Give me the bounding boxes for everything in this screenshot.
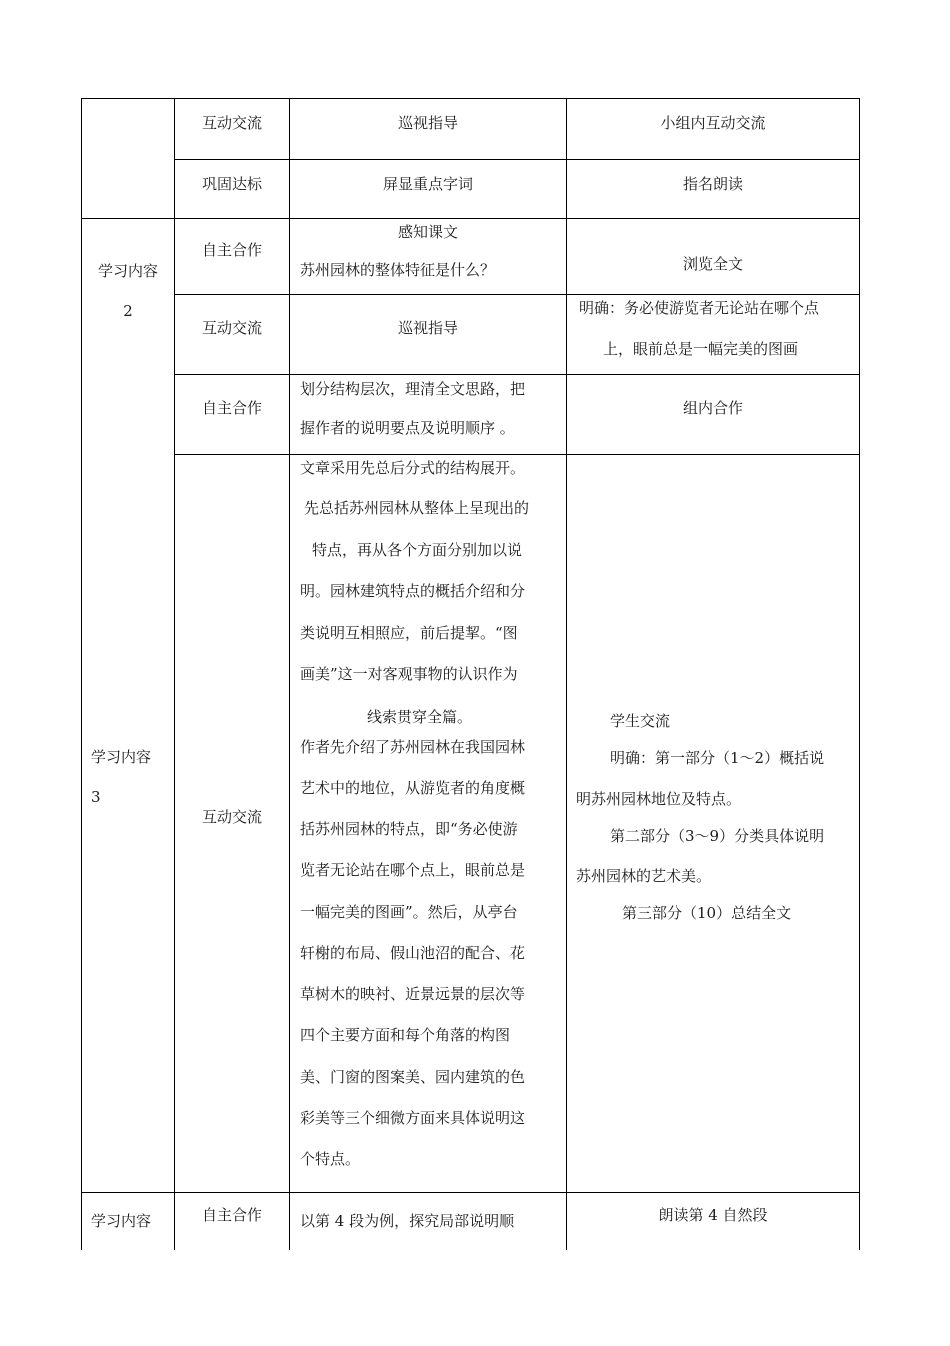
- activity-cell: 巩固达标: [201, 175, 262, 193]
- text-line: 个特点。: [300, 1150, 361, 1168]
- student-cell-line: 明确：务必使游览者无论站在哪个点: [579, 299, 820, 317]
- row-divider: [81, 1192, 860, 1193]
- text-line: 轩榭的布局、假山池沼的配合、花: [300, 944, 526, 962]
- column-divider: [174, 98, 175, 1250]
- text-line: 第二部分（3～9）分类具体说明: [610, 827, 825, 845]
- row-divider: [174, 159, 860, 160]
- text-line: 览者无论站在哪个点上，眼前总是: [300, 861, 526, 879]
- teacher-cell: 巡视指导: [397, 114, 458, 132]
- text-line: 苏州园林的艺术美。: [576, 867, 712, 885]
- activity-cell: 自主合作: [201, 241, 262, 259]
- text-line: 线索贯穿全篇。: [367, 708, 473, 726]
- text-line: 文章采用先总后分式的结构展开。: [300, 459, 526, 477]
- table-border-top: [81, 98, 860, 99]
- student-cell: 浏览全文: [682, 255, 743, 273]
- teacher-cell-line: 划分结构层次，理清全文思路，把: [300, 380, 526, 398]
- text-line: 四个主要方面和每个角落的构图: [300, 1026, 511, 1044]
- text-line: 明苏州园林地位及特点。: [576, 790, 742, 808]
- section-label: 学习内容: [97, 262, 158, 280]
- teacher-cell-line: 感知课文: [397, 223, 458, 241]
- student-cell: 小组内互动交流: [660, 114, 766, 132]
- row-divider: [174, 294, 860, 295]
- row-divider: [81, 218, 860, 219]
- section-label: 学习内容: [91, 1212, 152, 1230]
- section-number: 2: [123, 302, 133, 320]
- teacher-cell: 屏显重点字词: [382, 175, 473, 193]
- student-cell: 指名朗读: [682, 175, 743, 193]
- text-line: 学生交流: [610, 712, 671, 730]
- text-line: 第三部分（10）总结全文: [622, 904, 792, 922]
- text-line: 类说明互相照应，前后提挈。“图: [300, 624, 518, 642]
- student-cell: 组内合作: [682, 399, 743, 417]
- table-border-right: [859, 98, 860, 1250]
- activity-cell: 互动交流: [201, 319, 262, 337]
- student-cell: 朗读第 4 自然段: [658, 1206, 768, 1224]
- text-line: 明确：第一部分（1～2）概括说: [610, 749, 825, 767]
- activity-cell: 互动交流: [201, 808, 262, 826]
- activity-cell: 自主合作: [201, 1206, 262, 1224]
- text-line: 括苏州园林的特点，即“务必使游: [300, 820, 518, 838]
- section-label: 学习内容: [91, 748, 152, 766]
- text-line: 特点，再从各个方面分别加以说: [312, 541, 523, 559]
- section-number: 3: [91, 788, 101, 806]
- text-line: 一幅完美的图画”。然后，从亭台: [300, 903, 518, 921]
- text-line: 作者先介绍了苏州园林在我国园林: [300, 738, 526, 756]
- row-divider: [174, 374, 860, 375]
- text-line: 彩美等三个细微方面来具体说明这: [300, 1109, 526, 1127]
- text-line: 草树木的映衬、近景远景的层次等: [300, 985, 526, 1003]
- activity-cell: 自主合作: [201, 399, 262, 417]
- teacher-cell: 以第 4 段为例，探究局部说明顺: [300, 1212, 515, 1230]
- text-line: 画美”这一对客观事物的认识作为: [300, 665, 518, 683]
- student-cell-line: 上，眼前总是一幅完美的图画: [603, 340, 799, 358]
- text-line: 美、门窗的图案美、园内建筑的色: [300, 1068, 526, 1086]
- activity-cell: 互动交流: [201, 114, 262, 132]
- teacher-cell: 巡视指导: [397, 319, 458, 337]
- text-line: 明。园林建筑特点的概括介绍和分: [300, 582, 526, 600]
- teacher-cell-line: 苏州园林的整体特征是什么？: [300, 261, 496, 279]
- text-line: 艺术中的地位，从游览者的角度概: [300, 779, 526, 797]
- column-divider: [289, 98, 290, 1250]
- text-line: 先总括苏州园林从整体上呈现出的: [304, 499, 530, 517]
- teacher-cell-line: 握作者的说明要点及说明顺序 。: [300, 419, 515, 437]
- row-divider: [174, 454, 860, 455]
